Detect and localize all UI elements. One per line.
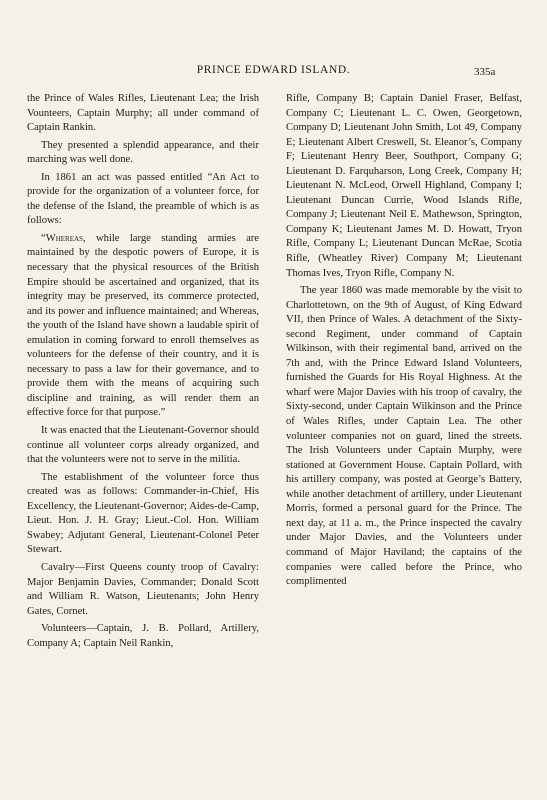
paragraph-volunteers: Volunteers—Captain, J. B. Pollard, Artillery, Company A; Captain Neil Rankin, <box>27 623 259 649</box>
paragraph-enacted: It was enacted that the Lieutenant-Governor should continue all volunteer corps already organized, and that the volunteers were not to serve in the militia. <box>27 425 259 466</box>
paragraph-rifles-continued: the Prince of Wales Rifles, Lieutenant Lea; the Irish Vounteers, Captain Murphy; all under command of Captain Rankin. <box>27 93 259 134</box>
paragraph-preamble-quote <box>27 232 259 421</box>
quote-lead: “Whereas, <box>41 232 86 244</box>
right-column <box>286 92 522 593</box>
paragraph-cavalry: Cavalry—First Queens county troop of Cavalry: Major Benjamin Davies, Commander; Donald Scott and William R. Watson, Lieutenants; John Henry Gates, Cornet. <box>27 561 259 617</box>
left-column <box>27 92 259 654</box>
paragraph-appearance: They presented a splendid appearance, and their marching was well done. <box>27 139 259 166</box>
paragraph-1861-act <box>27 171 259 229</box>
paragraph-establishment: The establishment of the volunteer force thus created was as follows: Commander-in-Chief, His Excellency, the Lieutenant-Governor; Aides-de-Camp, Lieut. Hon. J. H. Gray; Lieut.-Col. Hon. William Swabey; Adjutant General, Lieutenant-Colonel Peter Stewart. <box>27 471 259 556</box>
quote-body: while large standing armies are maintained by the despotic powers of Europe, it is necessary that the physical resources of the British Empire should be ascertained and organized, that its integrity may be preserved, its commerce protected, and its power and influence maintained; and Whereas, the youth of the Island have shown a laudable spirit of emulation in coming forward to enroll themselves as volunteers for the defense of their country, and it is necessary to pass a law for their governance, and to provide them with the means of acquiring such discipline and training, as will render them an effective force for that purpose.” <box>27 232 259 419</box>
running-title: PRINCE EDWARD ISLAND. <box>196 64 351 76</box>
act-text: In 1861 an act was passed entitled “An Act to provide for the organization of a volunteer force, for the defense of the Island, the preamble of which is as follows: <box>27 171 259 227</box>
page-number: 335a <box>474 66 496 78</box>
paragraph-1860-visit: The year 1860 was made memorable by the visit to Charlottetown, on the 9th of August, of King Edward VII, then Prince of Wales. A detachment of the Sixty-second Regiment, under command of Captain Wilkinson, with their regimental band, arrived on the 7th and, with the Prince Edward Island Volunteers, furnished the Guards for His Royal Highness. At the wharf were Major Davies with his troop of cavalry, the Sixty-second, under Captain Wilkinson and the Prince of Wales Rifles, under Captain Lea. The other volunteer companies not on guard, lined the streets. The Irish Volunteers under Captain Murphy, were stationed at Government House. Captain Pollard, with his artillery company, was posted at George’s Battery, while another detachment of artillery, under Lieutenant Morris, formed a personal guard for the Prince. The next day, at 11 a. m., the Prince inspected the cavalry under Major Davies, and the Volunteers under command of Major Haviland; the captains of the companies were called before the Prince, who complimented <box>286 285 522 588</box>
paragraph-companies: Rifle, Company B; Captain Daniel Fraser, Belfast, Company C; Lieutenant L. C. Owen, Georgetown, Company D; Lieutenant John Smith, Lot 49, Company E; Lieutenant Albert Creswell, St. Eleanor’s, Company F; Lieutenant Henry Beer, Southport, Company G; Lieutenant D. Farquharson, Long Creek, Company H; Lieutenant N. McLeod, Orwell Highland, Company I; Lieutenant Duncan Currie, Wood Islands Rifle, Company J; Lieutenant Neil E. Mathewson, Springton, Company K; Lieutenant James M. D. Howatt, Tryon Rifle, Company L; Lieutenant Duncan McRae, Scotia Rifle, (Wheatley River) Company M; Lieutenant Thomas Ives, Tryon Rifle, Company N. <box>286 93 522 279</box>
